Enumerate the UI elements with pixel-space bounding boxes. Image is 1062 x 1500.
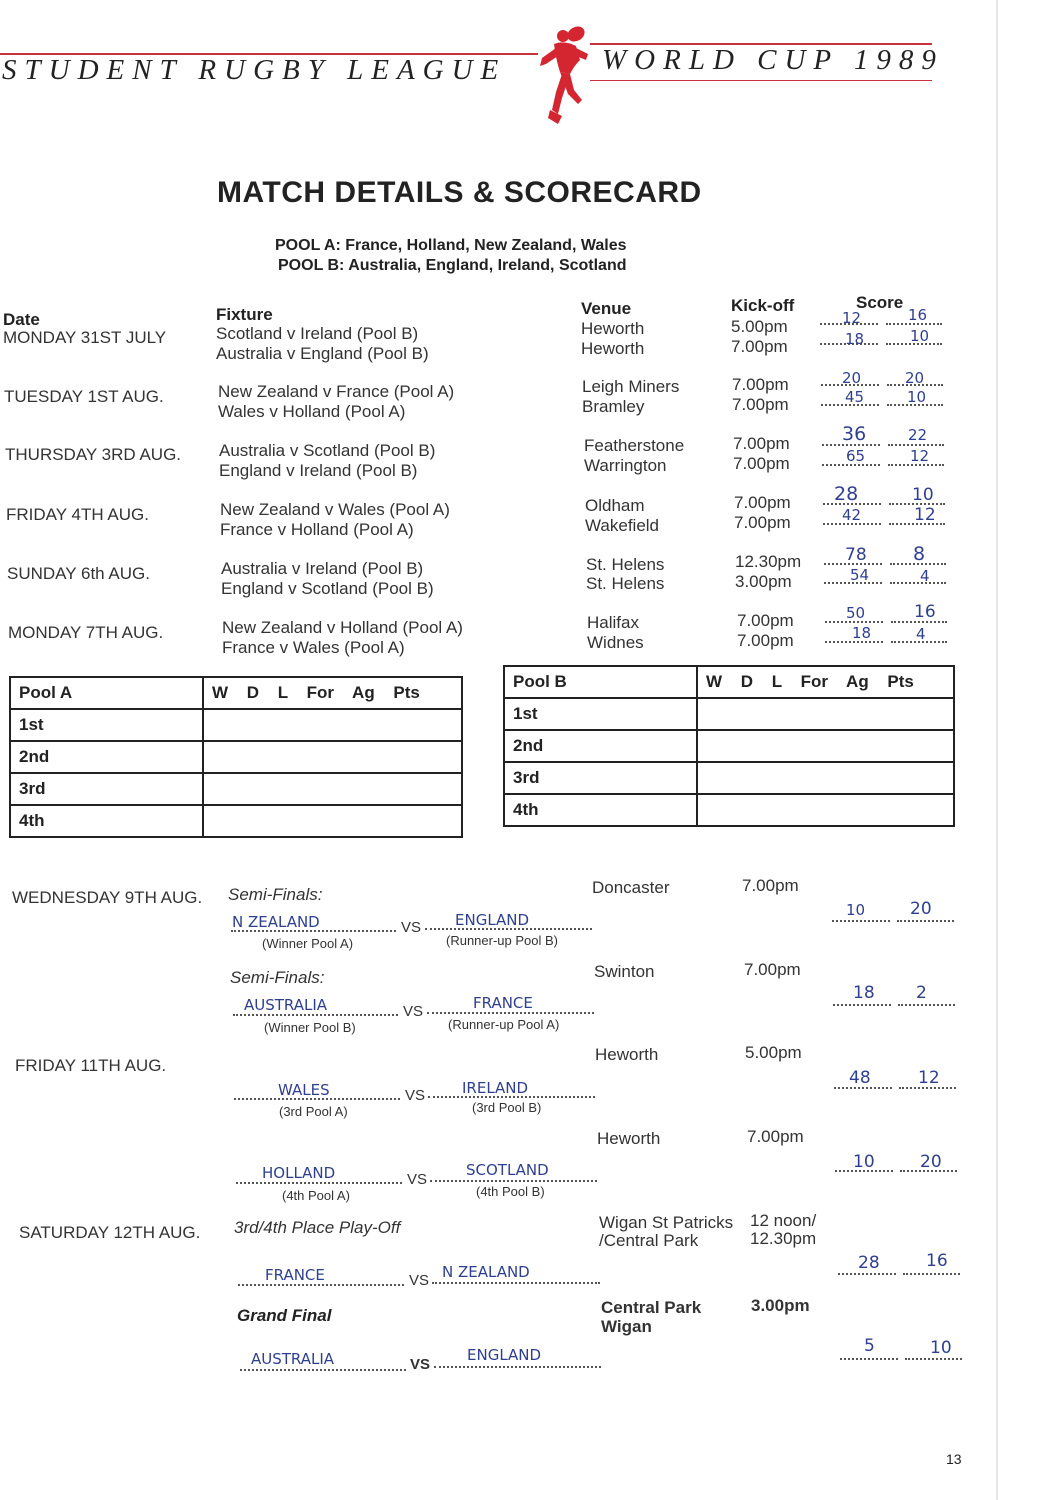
semi-final-label: Semi-Finals: bbox=[228, 885, 323, 904]
semi-kickoff: 7.00pm bbox=[742, 876, 799, 895]
plate-score-home: 10 bbox=[853, 1152, 875, 1172]
round-date: SUNDAY 6th AUG. bbox=[7, 564, 150, 583]
kickoff: 7.00pm bbox=[732, 375, 789, 394]
vs-label: VS bbox=[407, 1171, 428, 1188]
rugby-player-logo-icon bbox=[536, 14, 596, 124]
pool-b-row-values[interactable] bbox=[697, 730, 954, 762]
plate-venue: Heworth bbox=[595, 1045, 659, 1064]
saturday-date: SATURDAY 12TH AUG. bbox=[19, 1223, 201, 1242]
venue: Leigh Miners bbox=[582, 377, 680, 396]
kickoff: 7.00pm bbox=[732, 395, 789, 414]
wednesday-date: WEDNESDAY 9TH AUG. bbox=[12, 888, 203, 907]
venue: Widnes bbox=[587, 633, 644, 652]
plate-venue: Heworth bbox=[597, 1129, 661, 1148]
kickoff: 7.00pm bbox=[737, 631, 794, 650]
page-edge bbox=[996, 0, 998, 1500]
kickoff: 7.00pm bbox=[733, 434, 790, 453]
pool-b-standings-table bbox=[503, 665, 955, 827]
semi-score-away: 20 bbox=[910, 899, 932, 919]
grand-final-score-away: 10 bbox=[930, 1338, 952, 1358]
pool-b-teams: POOL B: Australia, England, Ireland, Scotland bbox=[278, 257, 627, 274]
pool-a-row-values[interactable] bbox=[203, 741, 462, 773]
plate-team-home: WALES bbox=[278, 1081, 330, 1099]
semi-qualifier-home: (Winner Pool B) bbox=[264, 1020, 356, 1035]
vs-label: VS bbox=[409, 1272, 430, 1289]
playoff-kickoff: 12.30pm bbox=[750, 1229, 817, 1248]
plate-qualifier-away: (3rd Pool B) bbox=[472, 1100, 542, 1115]
pool-b-row-label: 4th bbox=[504, 794, 697, 826]
header-left-text: STUDENT RUGBY LEAGUE bbox=[2, 54, 507, 86]
round-date: FRIDAY 4TH AUG. bbox=[6, 505, 149, 524]
score-away: 20 bbox=[905, 369, 925, 387]
semi-venue: Doncaster bbox=[592, 878, 670, 897]
vs-label: VS bbox=[403, 1003, 424, 1020]
venue: Heworth bbox=[581, 319, 645, 338]
grand-final-venue: Wigan bbox=[601, 1317, 652, 1336]
kickoff: 3.00pm bbox=[735, 572, 792, 591]
fixture-line: Australia v Ireland (Pool B) bbox=[221, 559, 424, 578]
plate-score-away: 20 bbox=[920, 1152, 942, 1172]
semi-team-away: FRANCE bbox=[473, 994, 533, 1012]
header-right-text: WORLD CUP 1989 bbox=[602, 44, 944, 76]
venue: Oldham bbox=[585, 496, 645, 515]
score-home: 18 bbox=[852, 624, 872, 642]
venue: Featherstone bbox=[584, 436, 685, 455]
pool-b-title: Pool B bbox=[504, 666, 697, 698]
fixture-line: Australia v England (Pool B) bbox=[216, 344, 429, 363]
grand-final-label: Grand Final bbox=[237, 1306, 332, 1325]
playoff-label: 3rd/4th Place Play-Off bbox=[234, 1218, 401, 1237]
fixture-line: England v Scotland (Pool B) bbox=[221, 579, 434, 598]
semi-score-home: 18 bbox=[853, 983, 875, 1003]
semi-score-home: 10 bbox=[846, 901, 866, 919]
fixture-line: Australia v Scotland (Pool B) bbox=[219, 441, 436, 460]
plate-qualifier-away: (4th Pool B) bbox=[476, 1184, 545, 1199]
score-away: 10 bbox=[912, 485, 934, 505]
plate-team-away: IRELAND bbox=[462, 1079, 529, 1097]
score-home: 50 bbox=[846, 604, 866, 622]
pool-a-columns: W D L For Ag Pts bbox=[203, 677, 462, 709]
grand-final-score-home: 5 bbox=[864, 1336, 875, 1356]
plate-team-away: SCOTLAND bbox=[466, 1161, 549, 1179]
playoff-kickoff: 12 noon/ bbox=[750, 1211, 817, 1230]
score-column-header: Score bbox=[856, 293, 904, 312]
score-away: 10 bbox=[907, 388, 927, 406]
pool-a-row-label: 1st bbox=[10, 709, 203, 741]
score-home: 20 bbox=[842, 369, 862, 387]
vs-label: VS bbox=[410, 1356, 431, 1373]
fixture-line: France v Wales (Pool A) bbox=[222, 638, 405, 657]
score-away: 12 bbox=[910, 447, 930, 465]
kickoff: 7.00pm bbox=[734, 493, 791, 512]
page-number: 13 bbox=[946, 1451, 962, 1467]
grand-final-team-home: AUSTRALIA bbox=[251, 1350, 335, 1368]
score-away: 12 bbox=[914, 505, 936, 525]
score-away: 4 bbox=[920, 567, 930, 585]
playoff-score-home: 28 bbox=[858, 1253, 880, 1273]
score-away: 4 bbox=[916, 625, 926, 643]
pool-b-row-values[interactable] bbox=[697, 794, 954, 826]
grand-final-venue: Central Park bbox=[601, 1298, 702, 1317]
score-home: 28 bbox=[834, 483, 859, 505]
pool-a-row-values[interactable] bbox=[203, 773, 462, 805]
fixture-line: Wales v Holland (Pool A) bbox=[218, 402, 406, 421]
score-home: 54 bbox=[850, 566, 870, 584]
semi-kickoff: 7.00pm bbox=[744, 960, 801, 979]
semi-qualifier-home: (Winner Pool A) bbox=[262, 936, 354, 951]
venue: Warrington bbox=[584, 456, 667, 475]
kickoff: 7.00pm bbox=[734, 513, 791, 532]
fixture-column-header: Fixture bbox=[216, 305, 273, 324]
pool-a-row-label: 3rd bbox=[10, 773, 203, 805]
semi-venue: Swinton bbox=[594, 962, 655, 981]
plate-team-home: HOLLAND bbox=[262, 1164, 336, 1182]
pool-b-row-values[interactable] bbox=[697, 762, 954, 794]
kickoff-column-header: Kick-off bbox=[731, 296, 795, 315]
pool-b-row-label: 1st bbox=[504, 698, 697, 730]
venue: Heworth bbox=[581, 339, 645, 358]
pool-b-columns: W D L For Ag Pts bbox=[697, 666, 954, 698]
score-away: 10 bbox=[910, 327, 930, 345]
kickoff: 7.00pm bbox=[731, 337, 788, 356]
score-home: 36 bbox=[842, 423, 867, 445]
pool-b-row-label: 3rd bbox=[504, 762, 697, 794]
round-date: TUESDAY 1ST AUG. bbox=[4, 387, 164, 406]
date-column-header: Date bbox=[3, 310, 40, 329]
playoff-team-home: FRANCE bbox=[265, 1266, 325, 1284]
kickoff: 5.00pm bbox=[731, 317, 788, 336]
semi-score-away: 2 bbox=[916, 983, 927, 1003]
plate-kickoff: 7.00pm bbox=[747, 1127, 804, 1146]
score-home: 18 bbox=[845, 330, 865, 348]
semi-team-away: ENGLAND bbox=[455, 911, 530, 929]
semi-team-home: AUSTRALIA bbox=[244, 996, 328, 1014]
fixture-line: New Zealand v Holland (Pool A) bbox=[222, 618, 463, 637]
score-away: 8 bbox=[913, 543, 926, 565]
fixture-line: New Zealand v France (Pool A) bbox=[218, 382, 455, 401]
round-date: THURSDAY 3RD AUG. bbox=[5, 445, 182, 464]
playoff-venue: Wigan St Patricks bbox=[599, 1213, 734, 1232]
playoff-venue: /Central Park bbox=[599, 1231, 699, 1250]
kickoff: 12.30pm bbox=[735, 552, 802, 571]
plate-score-away: 12 bbox=[918, 1068, 940, 1088]
score-home: 42 bbox=[842, 506, 862, 524]
fixture-line: France v Holland (Pool A) bbox=[220, 520, 414, 539]
score-home: 12 bbox=[842, 309, 862, 327]
vs-label: VS bbox=[401, 919, 422, 936]
score-home: 65 bbox=[846, 447, 866, 465]
venue: St. Helens bbox=[586, 574, 665, 593]
fixture-line: New Zealand v Wales (Pool A) bbox=[220, 500, 450, 519]
round-date: MONDAY 31ST JULY bbox=[3, 328, 167, 347]
score-away: 16 bbox=[908, 306, 928, 324]
venue: Wakefield bbox=[585, 516, 660, 535]
score-away: 22 bbox=[908, 426, 928, 444]
pool-a-row-label: 2nd bbox=[10, 741, 203, 773]
kickoff: 7.00pm bbox=[737, 611, 794, 630]
score-home: 45 bbox=[845, 388, 865, 406]
venue: St. Helens bbox=[586, 555, 665, 574]
plate-kickoff: 5.00pm bbox=[745, 1043, 802, 1062]
grand-final-kickoff: 3.00pm bbox=[751, 1296, 810, 1315]
plate-qualifier-home: (3rd Pool A) bbox=[279, 1104, 348, 1119]
friday-date: FRIDAY 11TH AUG. bbox=[15, 1056, 167, 1075]
pool-b-row-values[interactable] bbox=[697, 698, 954, 730]
score-home: 78 bbox=[845, 545, 867, 565]
header-rule-bottom-right bbox=[590, 80, 932, 81]
kickoff: 7.00pm bbox=[733, 454, 790, 473]
venue-column-header: Venue bbox=[581, 299, 632, 318]
pool-a-standings-table bbox=[9, 676, 463, 838]
pool-a-row-values[interactable] bbox=[203, 709, 462, 741]
pool-a-row-values[interactable] bbox=[203, 805, 462, 837]
round-date: MONDAY 7TH AUG. bbox=[8, 623, 164, 642]
semi-final-label: Semi-Finals: bbox=[230, 968, 325, 987]
semi-qualifier-away: (Runner-up Pool A) bbox=[448, 1017, 560, 1032]
semi-team-home: N ZEALAND bbox=[232, 913, 320, 931]
venue: Bramley bbox=[582, 397, 645, 416]
venue: Halifax bbox=[587, 613, 639, 632]
score-away: 16 bbox=[914, 602, 936, 622]
semi-qualifier-away: (Runner-up Pool B) bbox=[446, 933, 558, 948]
plate-qualifier-home: (4th Pool A) bbox=[282, 1188, 350, 1203]
vs-label: VS bbox=[405, 1087, 426, 1104]
pool-a-teams: POOL A: France, Holland, New Zealand, Wales bbox=[275, 237, 627, 254]
fixture-line: Scotland v Ireland (Pool B) bbox=[216, 324, 419, 343]
pool-b-row-label: 2nd bbox=[504, 730, 697, 762]
playoff-score-away: 16 bbox=[926, 1251, 948, 1271]
pool-a-row-label: 4th bbox=[10, 805, 203, 837]
grand-final-team-away: ENGLAND bbox=[467, 1346, 542, 1364]
plate-score-home: 48 bbox=[849, 1068, 871, 1088]
playoff-team-away: N ZEALAND bbox=[442, 1263, 530, 1281]
pool-a-title: Pool A bbox=[10, 677, 203, 709]
fixture-line: England v Ireland (Pool B) bbox=[219, 461, 418, 480]
page-title: MATCH DETAILS & SCORECARD bbox=[217, 176, 702, 209]
